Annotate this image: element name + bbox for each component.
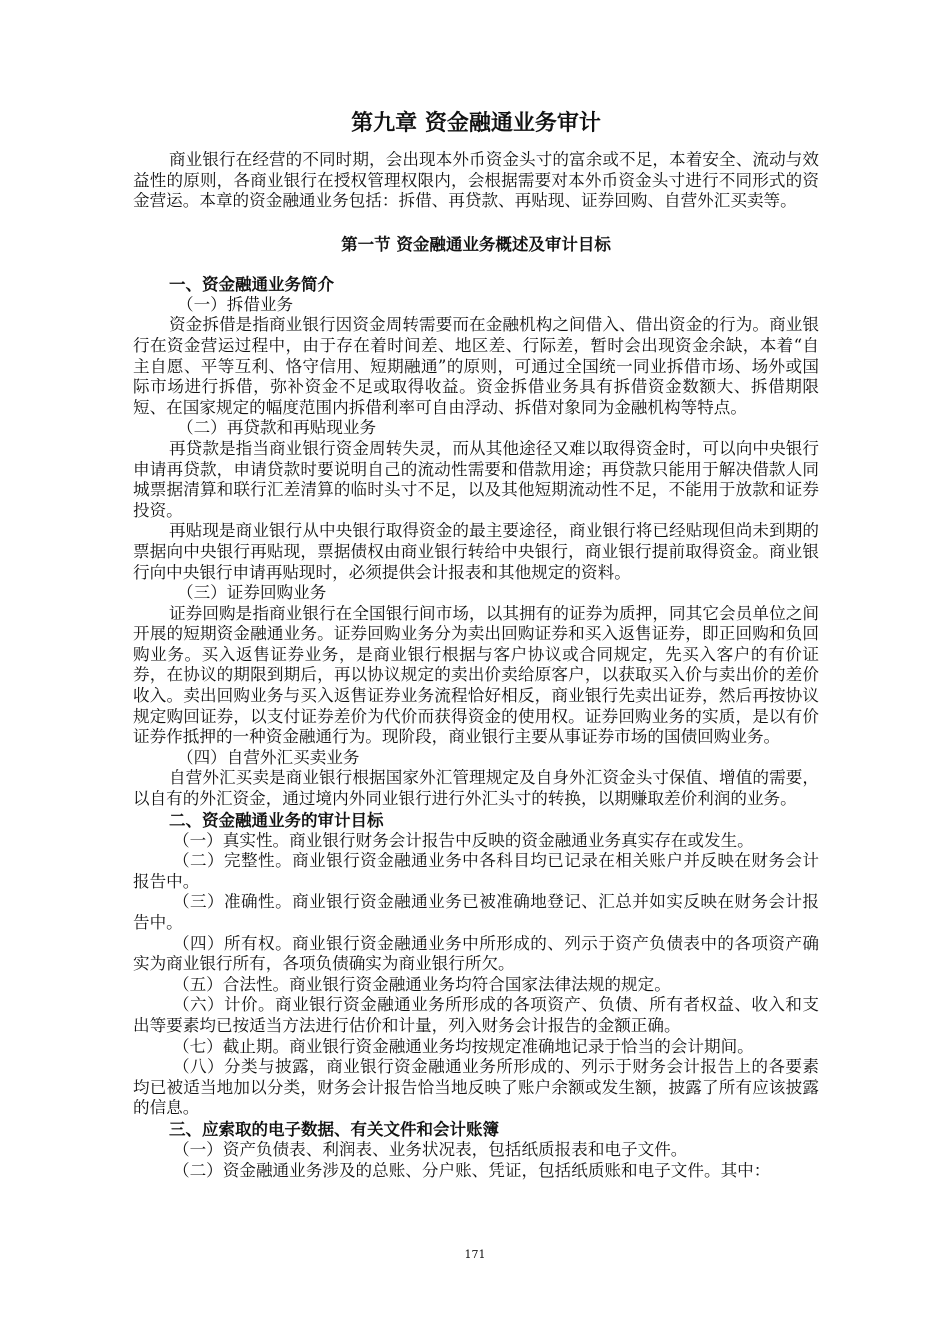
audit-objective-item: （三）准确性。商业银行资金融通业务已被准确地登记、汇总并如实反映在财务会计报告中。 xyxy=(133,892,819,932)
sub2-heading: （二）再贷款和再贴现业务 xyxy=(177,418,377,438)
document-list-item: （二）资金融通业务涉及的总账、分户账、凭证，包括纸质账和电子文件。其中： xyxy=(173,1160,771,1180)
paragraph: 再贴现是商业银行从中央银行取得资金的最主要途径，商业银行将已经贴现但尚未到期的票据向中央银行再贴现，票据债权由商业银行转给中央银行，商业银行提前取得资金。商业银行向中央银行申请再贴现时，必须提供会计报表和其他规定的资料。 xyxy=(133,521,819,582)
paragraph: 再贷款是指当商业银行资金周转失灵，而从其他途径又难以取得资金时，可以向中央银行申请再贷款，申请贷款时要说明自己的流动性需要和借款用途；再贷款只能用于解决借款人同城票据清算和联行汇差清算的临时头寸不足，以及其他短期流动性不足，不能用于放款和证券投资。 xyxy=(133,438,819,520)
chapter-title: 第九章 资金融通业务审计 xyxy=(351,111,601,136)
section-title: 第一节 资金融通业务概述及审计目标 xyxy=(341,234,611,254)
sub4-heading: （四）自营外汇买卖业务 xyxy=(177,747,360,767)
part2-heading: 二、资金融通业务的审计目标 xyxy=(169,810,384,830)
document-list-item: （一）资产负债表、利润表、业务状况表，包括纸质报表和电子文件。 xyxy=(173,1139,688,1159)
part3-heading: 三、应索取的电子数据、有关文件和会计账簿 xyxy=(169,1119,499,1139)
audit-objective-item: （四）所有权。商业银行资金融通业务中所形成的、列示于资产负债表中的各项资产确实为商业银行所有，各项负债确实为商业银行所欠。 xyxy=(133,933,819,974)
audit-objective-item: （二）完整性。商业银行资金融通业务中各科目均已记录在相关账户并反映在财务会计报告中。 xyxy=(133,851,819,891)
audit-objective-item: （五）合法性。商业银行资金融通业务均符合国家法律法规的规定。 xyxy=(173,974,671,994)
intro-paragraph: 商业银行在经营的不同时期，会出现本外币资金头寸的富余或不足，本着安全、流动与效益性的原则，各商业银行在授权管理权限内，会根据需要对本外币资金头寸进行不同形式的资金营运。本章的资金融通业务包括：拆借、再贷款、再贴现、证券回购、自营外汇买卖等。 xyxy=(133,150,819,211)
part1-heading: 一、资金融通业务简介 xyxy=(169,274,334,294)
sub3-heading: （三）证券回购业务 xyxy=(177,583,327,603)
paragraph: 证券回购是指商业银行在全国银行间市场，以其拥有的证券为质押，同其它会员单位之间开展的短期资金融通业务。证券回购业务分为卖出回购证券和买入返售证券，即正回购和负回购业务。买入返售证券业务，是商业银行根据与客户协议或合同规定，先买入客户的有价证券，在协议的期限到期后，再以协议规定的卖出价卖给原客户，以获取买入价与卖出价的差价收入。卖出回购业务与买入返售证券业务流程恰好相反，商业银行先卖出证券，然后再按协议规定购回证券，以支付证券差价为代价而获得资金的使用权。证券回购业务的实质，是以有价证券作抵押的一种资金融通行为。现阶段，商业银行主要从事证券市场的国债回购业务。 xyxy=(133,603,819,747)
paragraph: 自营外汇买卖是商业银行根据国家外汇管理规定及自身外汇资金头寸保值、增值的需要，以自有的外汇资金，通过境内外同业银行进行外汇头寸的转换，以期赚取差价利润的业务。 xyxy=(133,768,819,809)
document-page xyxy=(133,110,819,1181)
sub1-heading: （一）拆借业务 xyxy=(177,294,294,314)
audit-objective-item: （八）分类与披露，商业银行资金融通业务所形成的、列示于财务会计报告上的各要素均已被适当地加以分类，财务会计报告恰当地反映了账户余额或发生额，披露了所有应该披露的信息。 xyxy=(133,1057,819,1118)
audit-objective-item: （六）计价。商业银行资金融通业务所形成的各项资产、负债、所有者权益、收入和支出等要素均已按适当方法进行估价和计量，列入财务会计报告的金额正确。 xyxy=(133,995,819,1035)
audit-objective-item: （一）真实性。商业银行财务会计报告中反映的资金融通业务真实存在或发生。 xyxy=(173,830,754,850)
paragraph: 资金拆借是指商业银行因资金周转需要而在金融机构之间借入、借出资金的行为。商业银行在资金营运过程中，由于存在着时间差、地区差、行际差，暂时会出现资金余缺，本着“自主自愿、平等互利、恪守信用、短期融通”的原则，可通过全国统一同业拆借市场、场外或国际市场进行拆借，弥补资金不足或取得收益。资金拆借业务具有拆借资金数额大、拆借期限短、在国家规定的幅度范围内拆借利率可自由浮动、拆借对象同为金融机构等特点。 xyxy=(133,315,819,417)
page-number: 171 xyxy=(464,1248,486,1261)
audit-objective-item: （七）截止期。商业银行资金融通业务均按规定准确地记录于恰当的会计期间。 xyxy=(173,1036,754,1056)
